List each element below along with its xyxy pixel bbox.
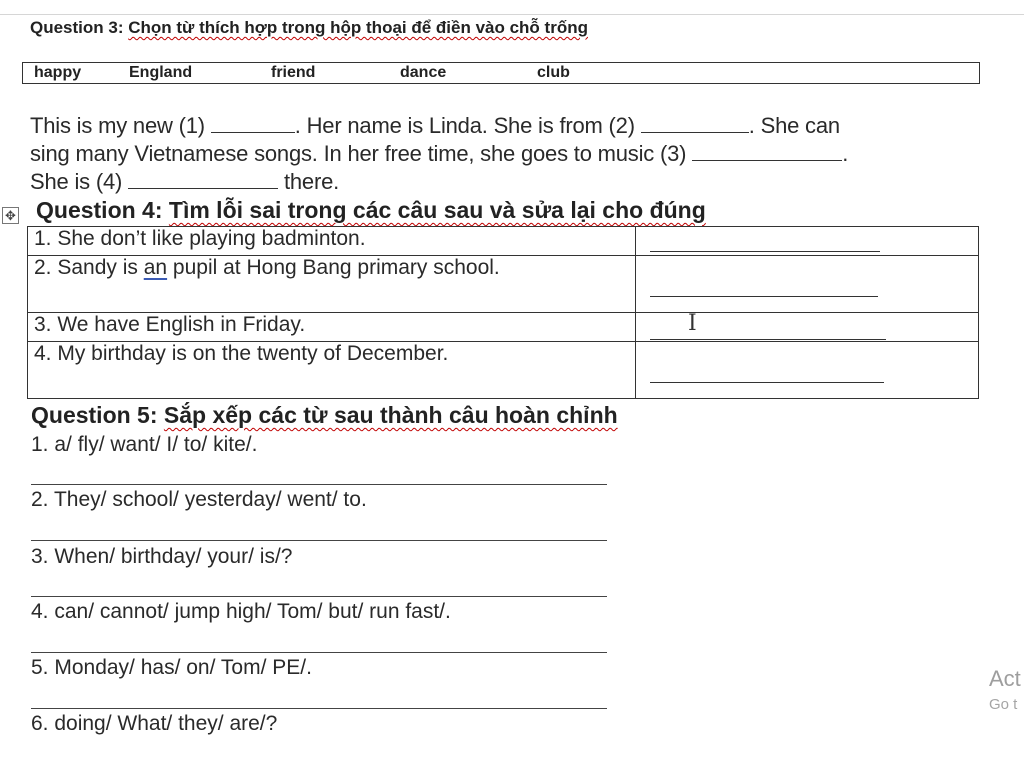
passage-text: sing many Vietnamese songs. In her free time, she goes to music (3) [30, 141, 693, 166]
reorder-item: 3. When/ birthday/ your/ is/? [31, 545, 293, 568]
word-bank-item: friend [271, 64, 316, 81]
answer-line[interactable] [31, 708, 607, 709]
word-bank-item: happy [34, 64, 82, 81]
reorder-item: 5. Monday/ has/ on/ Tom/ PE/. [31, 656, 312, 679]
answer-cell[interactable] [636, 313, 979, 342]
word-bank-item: club [537, 64, 570, 81]
answer-cell[interactable] [636, 256, 979, 313]
sentence-text: 2. Sandy is [34, 256, 144, 279]
passage-line-2 [30, 141, 848, 167]
answer-line[interactable] [31, 484, 607, 485]
passage-text: . Her name is Linda. She is from (2) [294, 113, 641, 138]
blank-2[interactable] [641, 118, 749, 133]
word-bank-box [22, 62, 980, 84]
passage-text: there. [278, 169, 340, 194]
question-4-instruction: Tìm lỗi sai trong các câu sau và sửa lại cho đúng [168, 197, 706, 223]
reorder-item: 4. can/ cannot/ jump high/ Tom/ but/ run fast/. [31, 600, 451, 623]
reorder-item: 6. doing/ What/ they/ are/? [31, 712, 278, 735]
activation-watermark-title: Act [989, 666, 1021, 691]
sentence-text: 3. We have English in Friday. [34, 313, 306, 336]
passage-text: . [842, 141, 849, 166]
answer-line[interactable] [31, 596, 607, 597]
activation-watermark-subtitle: Go t [989, 696, 1018, 713]
error-word: an [143, 256, 168, 279]
passage-text: She is (4) [30, 169, 129, 194]
passage-text: This is my new (1) [30, 113, 211, 138]
error-correction-table [27, 226, 979, 399]
answer-line[interactable] [650, 296, 878, 297]
sentence-cell [28, 313, 636, 342]
word-bank-item: dance [400, 64, 447, 81]
passage-line-3 [30, 169, 339, 195]
answer-line[interactable] [31, 652, 607, 653]
question-4-title [36, 197, 706, 224]
question-5-title [31, 402, 618, 429]
reorder-item: 1. a/ fly/ want/ I/ to/ kite/. [31, 433, 258, 456]
question-3-title [30, 18, 588, 38]
table-row [28, 256, 979, 313]
top-divider [0, 14, 1024, 15]
sentence-text: 4. My birthday is on the twenty of December. [34, 342, 449, 365]
passage-text: . She can [748, 113, 840, 138]
text-cursor-icon: I [688, 311, 697, 336]
question-4-label: Question 4: [36, 197, 169, 223]
answer-line[interactable] [650, 339, 886, 340]
move-handle-icon[interactable]: ✥ [2, 207, 19, 224]
table-row [28, 227, 979, 256]
blank-3[interactable] [692, 146, 842, 161]
blank-1[interactable] [211, 118, 295, 133]
question-5-instruction: Sắp xếp các từ sau thành câu hoàn chỉnh [163, 402, 618, 428]
table-row [28, 313, 979, 342]
passage-line-1 [30, 113, 840, 139]
answer-line[interactable] [650, 251, 880, 252]
sentence-text: pupil at Hong Bang primary school. [167, 256, 500, 279]
sentence-cell [28, 342, 636, 399]
sentence-cell [28, 227, 636, 256]
table-row [28, 342, 979, 399]
word-bank-item: England [129, 64, 193, 81]
answer-line[interactable] [31, 540, 607, 541]
question-3-label: Question 3: [30, 18, 129, 37]
sentence-text: 1. She don’t like playing badminton. [34, 227, 366, 250]
sentence-cell [28, 256, 636, 313]
answer-cell[interactable] [636, 227, 979, 256]
question-3-instruction: Chọn từ thích hợp trong hộp thoại để điền vào chỗ trống [128, 18, 588, 37]
blank-4[interactable] [128, 174, 278, 189]
answer-cell[interactable] [636, 342, 979, 399]
reorder-item: 2. They/ school/ yesterday/ went/ to. [31, 488, 367, 511]
question-5-label: Question 5: [31, 402, 164, 428]
answer-line[interactable] [650, 382, 884, 383]
